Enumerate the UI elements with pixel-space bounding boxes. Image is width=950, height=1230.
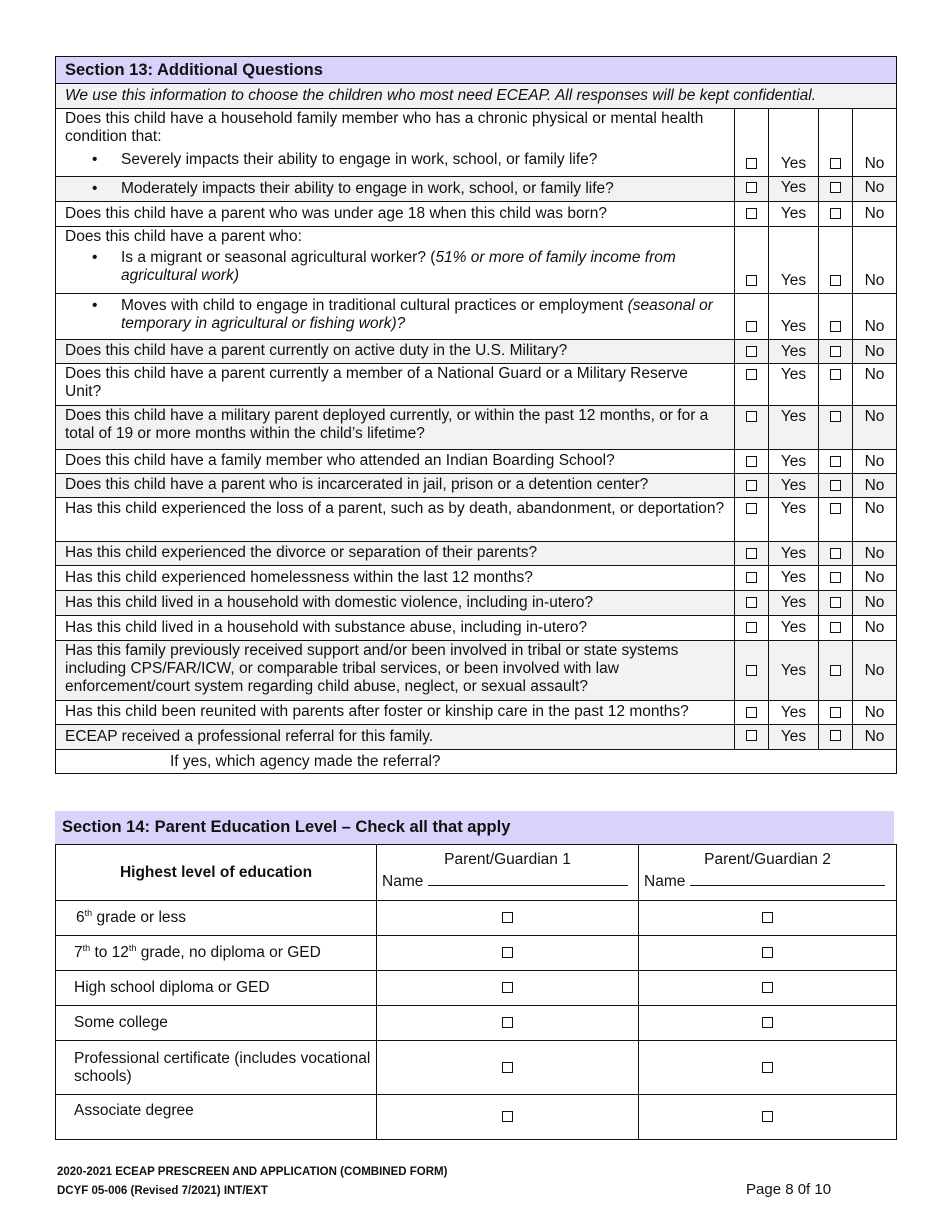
yes-checkbox[interactable] — [746, 346, 757, 357]
question-row: Does this child have a parent who was under age 18 when this child was born? Yes No — [56, 202, 897, 227]
yes-checkbox[interactable] — [746, 158, 757, 169]
education-row — [56, 901, 897, 936]
footer-form-number: DCYF 05-006 (Revised 7/2021) INT/EXT — [57, 1185, 268, 1197]
question-text: Does this child have a parent who is incarcerated in jail, prison or a detention center? — [56, 474, 735, 498]
no-checkbox[interactable] — [830, 369, 841, 380]
guardian-1-checkbox[interactable] — [502, 912, 513, 923]
guardian-2-checkbox[interactable] — [762, 947, 773, 958]
page-number: Page 8 0f 10 — [746, 1181, 832, 1198]
yes-checkbox[interactable] — [746, 572, 757, 583]
education-row — [56, 1041, 897, 1095]
section-14-table — [55, 844, 897, 1140]
no-checkbox[interactable] — [830, 411, 841, 422]
question-row: Has this child been reunited with parents after foster or kinship care in the past 12 months? Yes No — [56, 701, 897, 725]
education-row — [56, 936, 897, 971]
yes-checkbox[interactable] — [746, 503, 757, 514]
no-checkbox[interactable] — [830, 665, 841, 676]
education-level-label: Professional certificate (includes vocational schools) — [56, 1041, 377, 1095]
section-14-title: Section 14: Parent Education Level – Check all that apply — [55, 811, 894, 844]
no-checkbox[interactable] — [830, 182, 841, 193]
no-checkbox[interactable] — [830, 572, 841, 583]
question-text: Has this child experienced homelessness within the last 12 months? — [56, 566, 735, 591]
question-row: Does this child have a military parent deployed currently, or within the past 12 months, or for a total of 19 or more months within the child’s lifetime? Yes No — [56, 406, 897, 450]
education-level-label: High school diploma or GED — [56, 971, 377, 1006]
guardian-1-checkbox[interactable] — [502, 1062, 513, 1073]
no-checkbox[interactable] — [830, 622, 841, 633]
education-row — [56, 971, 897, 1006]
question-text: Has this child been reunited with parents after foster or kinship care in the past 12 months? — [56, 701, 735, 725]
yes-checkbox[interactable] — [746, 456, 757, 467]
question-text: • Moderately impacts their ability to engage in work, school, or family life? — [56, 177, 735, 202]
question-text: • Moves with child to engage in traditional cultural practices or employment (seasonal or temporary in agricultural or fishing work)? — [56, 294, 735, 340]
question-row: Has this family previously received support and/or been involved in tribal or state systems including CPS/FAR/ICW, or comparable tribal services, or been involved with law enforcement/court system regarding child abuse, neglect, or sexual assault? Yes No — [56, 641, 897, 701]
section-13-table — [55, 56, 897, 774]
no-checkbox[interactable] — [830, 503, 841, 514]
guardian-1-checkbox[interactable] — [502, 1017, 513, 1028]
education-level-label: Associate degree — [56, 1095, 377, 1140]
yes-checkbox[interactable] — [746, 730, 757, 741]
guardian-2-checkbox[interactable] — [762, 912, 773, 923]
question-text: Does this child have a parent who: • Is a migrant or seasonal agricultural worker? (51% or more of family income from agricultural work) — [56, 227, 735, 294]
section-13-title: Section 13: Additional Questions — [56, 57, 897, 84]
yes-checkbox[interactable] — [746, 321, 757, 332]
footer-form-title: 2020-2021 ECEAP PRESCREEN AND APPLICATION (COMBINED FORM) — [57, 1166, 448, 1178]
question-text: Does this child have a household family member who has a chronic physical or mental health condition that: • Severely impacts their ability to engage in work, school, or family life? — [56, 109, 735, 177]
guardian-2-checkbox[interactable] — [762, 982, 773, 993]
yes-checkbox[interactable] — [746, 182, 757, 193]
question-row: Has this child experienced the loss of a parent, such as by death, abandonment, or deportation? Yes No — [56, 498, 897, 542]
yes-checkbox[interactable] — [746, 208, 757, 219]
question-text: Does this child have a military parent deployed currently, or within the past 12 months, or for a total of 19 or more months within the child’s lifetime? — [56, 406, 735, 450]
no-checkbox[interactable] — [830, 548, 841, 559]
guardian-2-header: Parent/Guardian 2 Name — [639, 845, 897, 901]
question-text: Has this child lived in a household with domestic violence, including in-utero? — [56, 591, 735, 616]
yes-checkbox[interactable] — [746, 369, 757, 380]
question-text: Does this child have a parent currently a member of a National Guard or a Military Reserve Unit? — [56, 364, 735, 406]
yes-checkbox[interactable] — [746, 548, 757, 559]
guardian-1-checkbox[interactable] — [502, 1111, 513, 1122]
yes-checkbox[interactable] — [746, 622, 757, 633]
no-checkbox[interactable] — [830, 275, 841, 286]
question-text: Has this child experienced the divorce or separation of their parents? — [56, 542, 735, 566]
question-row: Has this child experienced the divorce or separation of their parents? Yes No — [56, 542, 897, 566]
guardian-2-checkbox[interactable] — [762, 1017, 773, 1028]
question-row: Does this child have a family member who attended an Indian Boarding School? Yes No — [56, 450, 897, 474]
yes-checkbox[interactable] — [746, 480, 757, 491]
question-row: • Moderately impacts their ability to engage in work, school, or family life? Yes No — [56, 177, 897, 202]
no-checkbox[interactable] — [830, 597, 841, 608]
guardian-1-header: Parent/Guardian 1 Name — [377, 845, 639, 901]
guardian-1-checkbox[interactable] — [502, 947, 513, 958]
question-row: Has this child lived in a household with domestic violence, including in-utero? Yes No — [56, 591, 897, 616]
education-level-label: 7th to 12th grade, no diploma or GED — [56, 936, 377, 971]
question-row: Does this child have a parent who: • Is a migrant or seasonal agricultural worker? (51% or more of family income from agricultural work) Yes No — [56, 227, 897, 294]
no-checkbox[interactable] — [830, 158, 841, 169]
question-row: Does this child have a parent who is incarcerated in jail, prison or a detention center? Yes No — [56, 474, 897, 498]
question-text: Has this child lived in a household with substance abuse, including in-utero? — [56, 616, 735, 641]
guardian-1-checkbox[interactable] — [502, 982, 513, 993]
education-level-label: Some college — [56, 1006, 377, 1041]
yes-checkbox[interactable] — [746, 597, 757, 608]
no-checkbox[interactable] — [830, 730, 841, 741]
question-text: Does this child have a parent currently on active duty in the U.S. Military? — [56, 340, 735, 364]
question-text: Has this child experienced the loss of a parent, such as by death, abandonment, or deportation? — [56, 498, 735, 542]
no-checkbox[interactable] — [830, 480, 841, 491]
guardian-2-checkbox[interactable] — [762, 1062, 773, 1073]
yes-checkbox[interactable] — [746, 707, 757, 718]
yes-checkbox[interactable] — [746, 665, 757, 676]
question-row: • Moves with child to engage in traditional cultural practices or employment (seasonal or temporary in agricultural or fishing work)? Yes No — [56, 294, 897, 340]
question-row: Has this child experienced homelessness within the last 12 months? Yes No — [56, 566, 897, 591]
question-text: Has this family previously received support and/or been involved in tribal or state systems including CPS/FAR/ICW, or comparable tribal services, or been involved with law enforcement/court system regarding child abuse, neglect, or sexual assault? — [56, 641, 735, 701]
guardian-2-checkbox[interactable] — [762, 1111, 773, 1122]
yes-checkbox[interactable] — [746, 411, 757, 422]
question-text: ECEAP received a professional referral for this family. — [56, 725, 735, 750]
no-checkbox[interactable] — [830, 321, 841, 332]
no-checkbox[interactable] — [830, 208, 841, 219]
no-checkbox[interactable] — [830, 346, 841, 357]
no-checkbox[interactable] — [830, 707, 841, 718]
question-row: ECEAP received a professional referral for this family. Yes No — [56, 725, 897, 750]
education-row — [56, 1095, 897, 1140]
question-row: Has this child lived in a household with substance abuse, including in-utero? Yes No — [56, 616, 897, 641]
section-13-note: We use this information to choose the children who most need ECEAP. All responses will be kept confidential. — [56, 84, 897, 109]
education-column-header: Highest level of education — [56, 845, 377, 901]
guardian-2-name-field[interactable] — [690, 871, 885, 886]
no-checkbox[interactable] — [830, 456, 841, 467]
question-row: Does this child have a household family member who has a chronic physical or mental health condition that: • Severely impacts their ability to engage in work, school, or family life? Yes No — [56, 109, 897, 177]
referral-agency-field[interactable]: If yes, which agency made the referral? — [56, 750, 897, 774]
guardian-1-name-field[interactable] — [428, 871, 628, 886]
question-row: Does this child have a parent currently on active duty in the U.S. Military? Yes No — [56, 340, 897, 364]
education-row — [56, 1006, 897, 1041]
question-text: Does this child have a family member who attended an Indian Boarding School? — [56, 450, 735, 474]
education-level-label: 6th grade or less — [56, 901, 377, 936]
question-row: Does this child have a parent currently a member of a National Guard or a Military Reserve Unit? Yes No — [56, 364, 897, 406]
question-text: Does this child have a parent who was under age 18 when this child was born? — [56, 202, 735, 227]
yes-checkbox[interactable] — [746, 275, 757, 286]
